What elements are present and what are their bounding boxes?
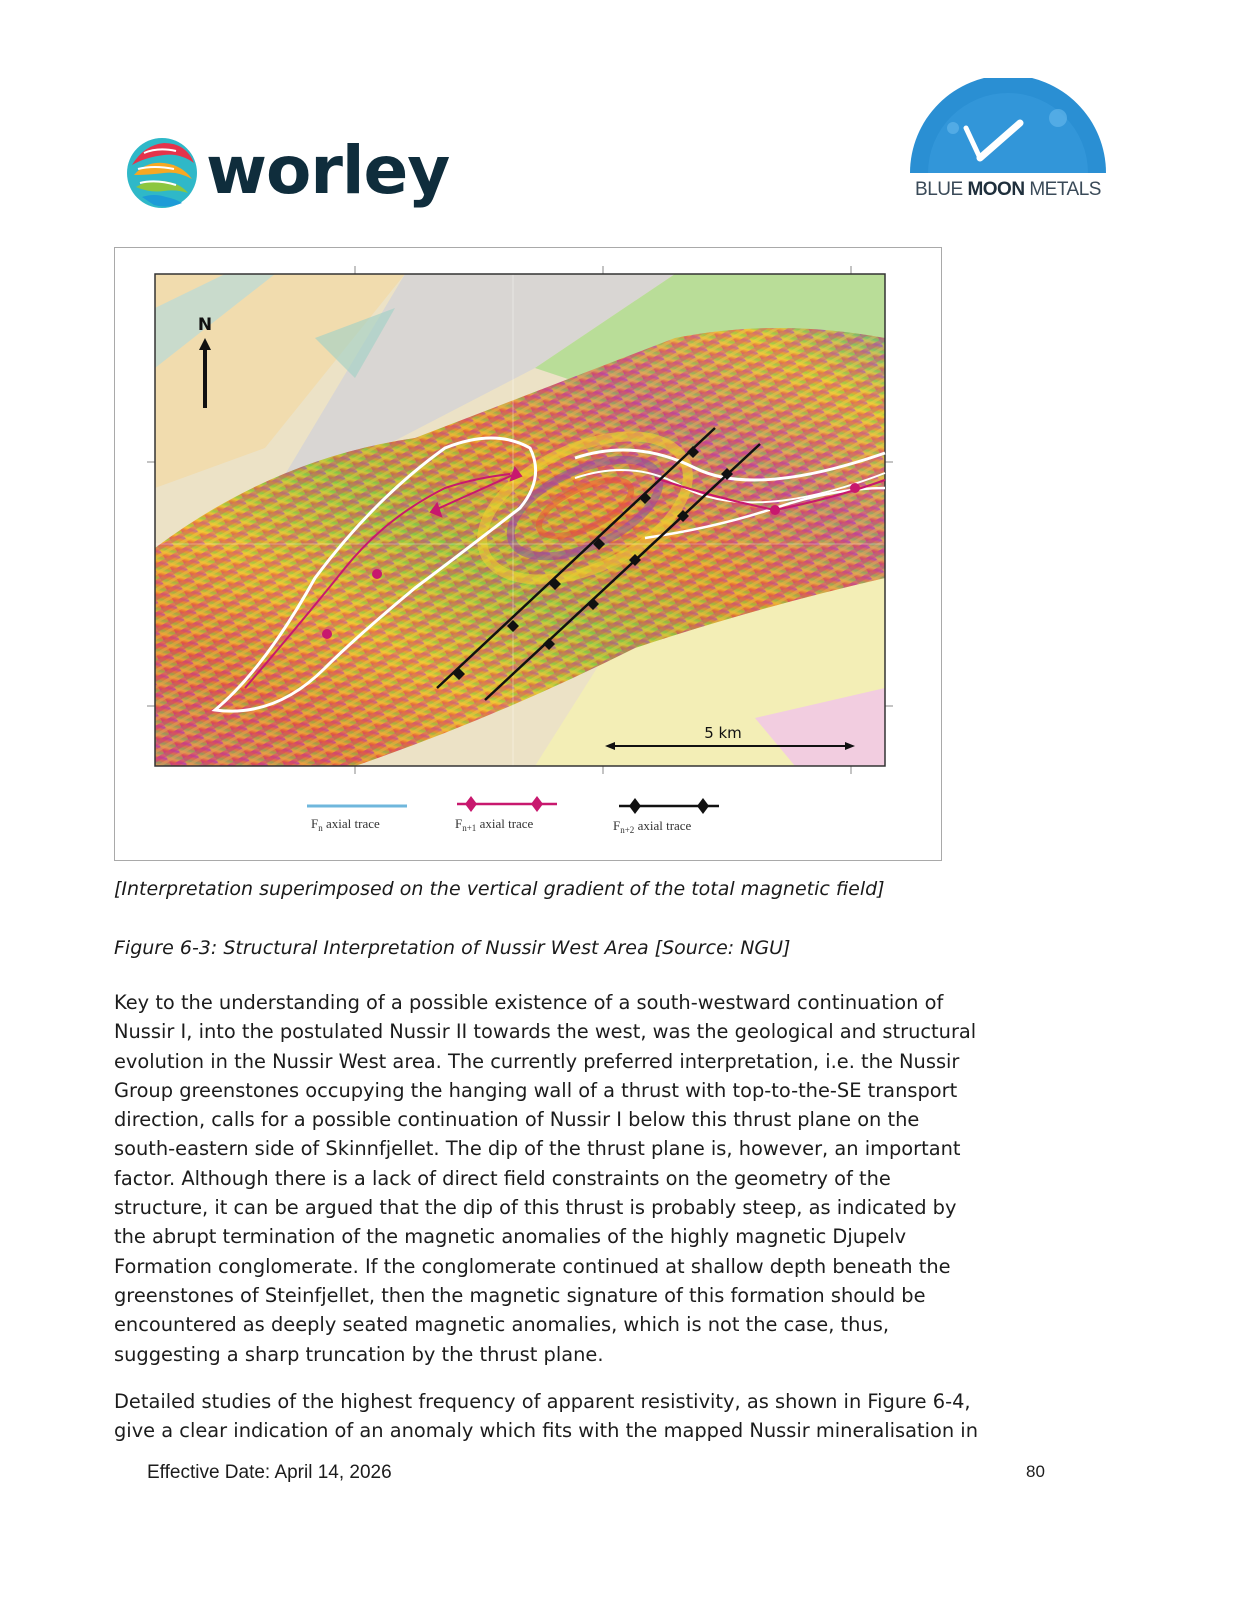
paragraph-line: Detailed studies of the highest frequency of apparent resistivity, as shown in Figure 6-4,: [114, 1389, 971, 1413]
figure-frame: [114, 247, 942, 861]
legend-item-fn1: [455, 796, 557, 833]
worley-swirl-icon: [124, 135, 200, 211]
paragraph-line: structure, it can be argued that the dip of this thrust is probably steep, as indicated by: [114, 1196, 957, 1220]
legend-item-fn: [307, 806, 407, 833]
paragraph-line: encountered as deeply seated magnetic anomalies, which is not the case, thus,: [114, 1313, 889, 1337]
map-legend: [307, 796, 719, 835]
svg-text:Fn+1 axial trace: $F_{n+1}$ axial trace: [455, 816, 534, 833]
paragraph-line: factor. Although there is a lack of direct field constraints on the geometry of the: [114, 1166, 891, 1190]
paragraph-line: Group greenstones occupying the hanging wall of a thrust with top-to-the-SE transport: [114, 1078, 958, 1102]
paragraph-line: suggesting a sharp truncation by the thrust plane.: [114, 1342, 604, 1366]
worley-wordmark: worley: [206, 132, 450, 209]
legend-item-fn2: [613, 798, 719, 835]
paragraph-line: Formation conglomerate. If the conglomerate continued at shallow depth beneath the: [114, 1254, 951, 1278]
moon-clock-icon: [908, 78, 1108, 178]
paragraph-line: evolution in the Nussir West area. The currently preferred interpretation, i.e. the Nussir: [114, 1049, 960, 1073]
footer-page-number: 80: [1026, 1462, 1045, 1481]
paragraph-line: give a clear indication of an anomaly which fits with the mapped Nussir mineralisation in: [114, 1419, 978, 1443]
paragraph-2: [114, 1387, 1124, 1446]
scale-label: 5 km: [704, 724, 742, 742]
paragraph-line: south-eastern side of Skinnfjellet. The dip of the thrust plane is, however, an important: [114, 1137, 961, 1161]
paragraph-line: Nussir I, into the postulated Nussir II towards the west, was the geological and structural: [114, 1020, 977, 1044]
structural-interpretation-map: [115, 248, 941, 860]
footer-effective-date: Effective Date: April 14, 2026: [147, 1462, 392, 1483]
paragraph-line: greenstones of Steinfjellet, then the magnetic signature of this formation should be: [114, 1283, 926, 1307]
worley-logo: [124, 132, 450, 215]
blue-moon-metals-logo: [908, 78, 1108, 200]
blue-moon-metals-wordmark: BLUE MOON METALS: [915, 179, 1101, 200]
body-text: [114, 988, 1124, 1463]
svg-text:Fn+2 axial trace: $F_{n+2}$ axial trace: [613, 818, 692, 835]
figure-caption: Figure 6-3: Structural Interpretation of Nussir West Area [Source: NGU]: [114, 937, 791, 959]
north-label: N: [197, 315, 213, 335]
paragraph-line: the abrupt termination of the magnetic anomalies of the highly magnetic Djupelv: [114, 1225, 907, 1249]
figure-note: [Interpretation superimposed on the vertical gradient of the total magnetic field]: [114, 878, 885, 900]
paragraph-1: [114, 988, 1124, 1369]
paragraph-line: Key to the understanding of a possible existence of a south-westward continuation of: [114, 991, 944, 1014]
paragraph-line: direction, calls for a possible continuation of Nussir I below this thrust plane on the: [114, 1108, 920, 1132]
svg-text:Fn axial trace: $F_n$ axial trace: [311, 816, 380, 833]
